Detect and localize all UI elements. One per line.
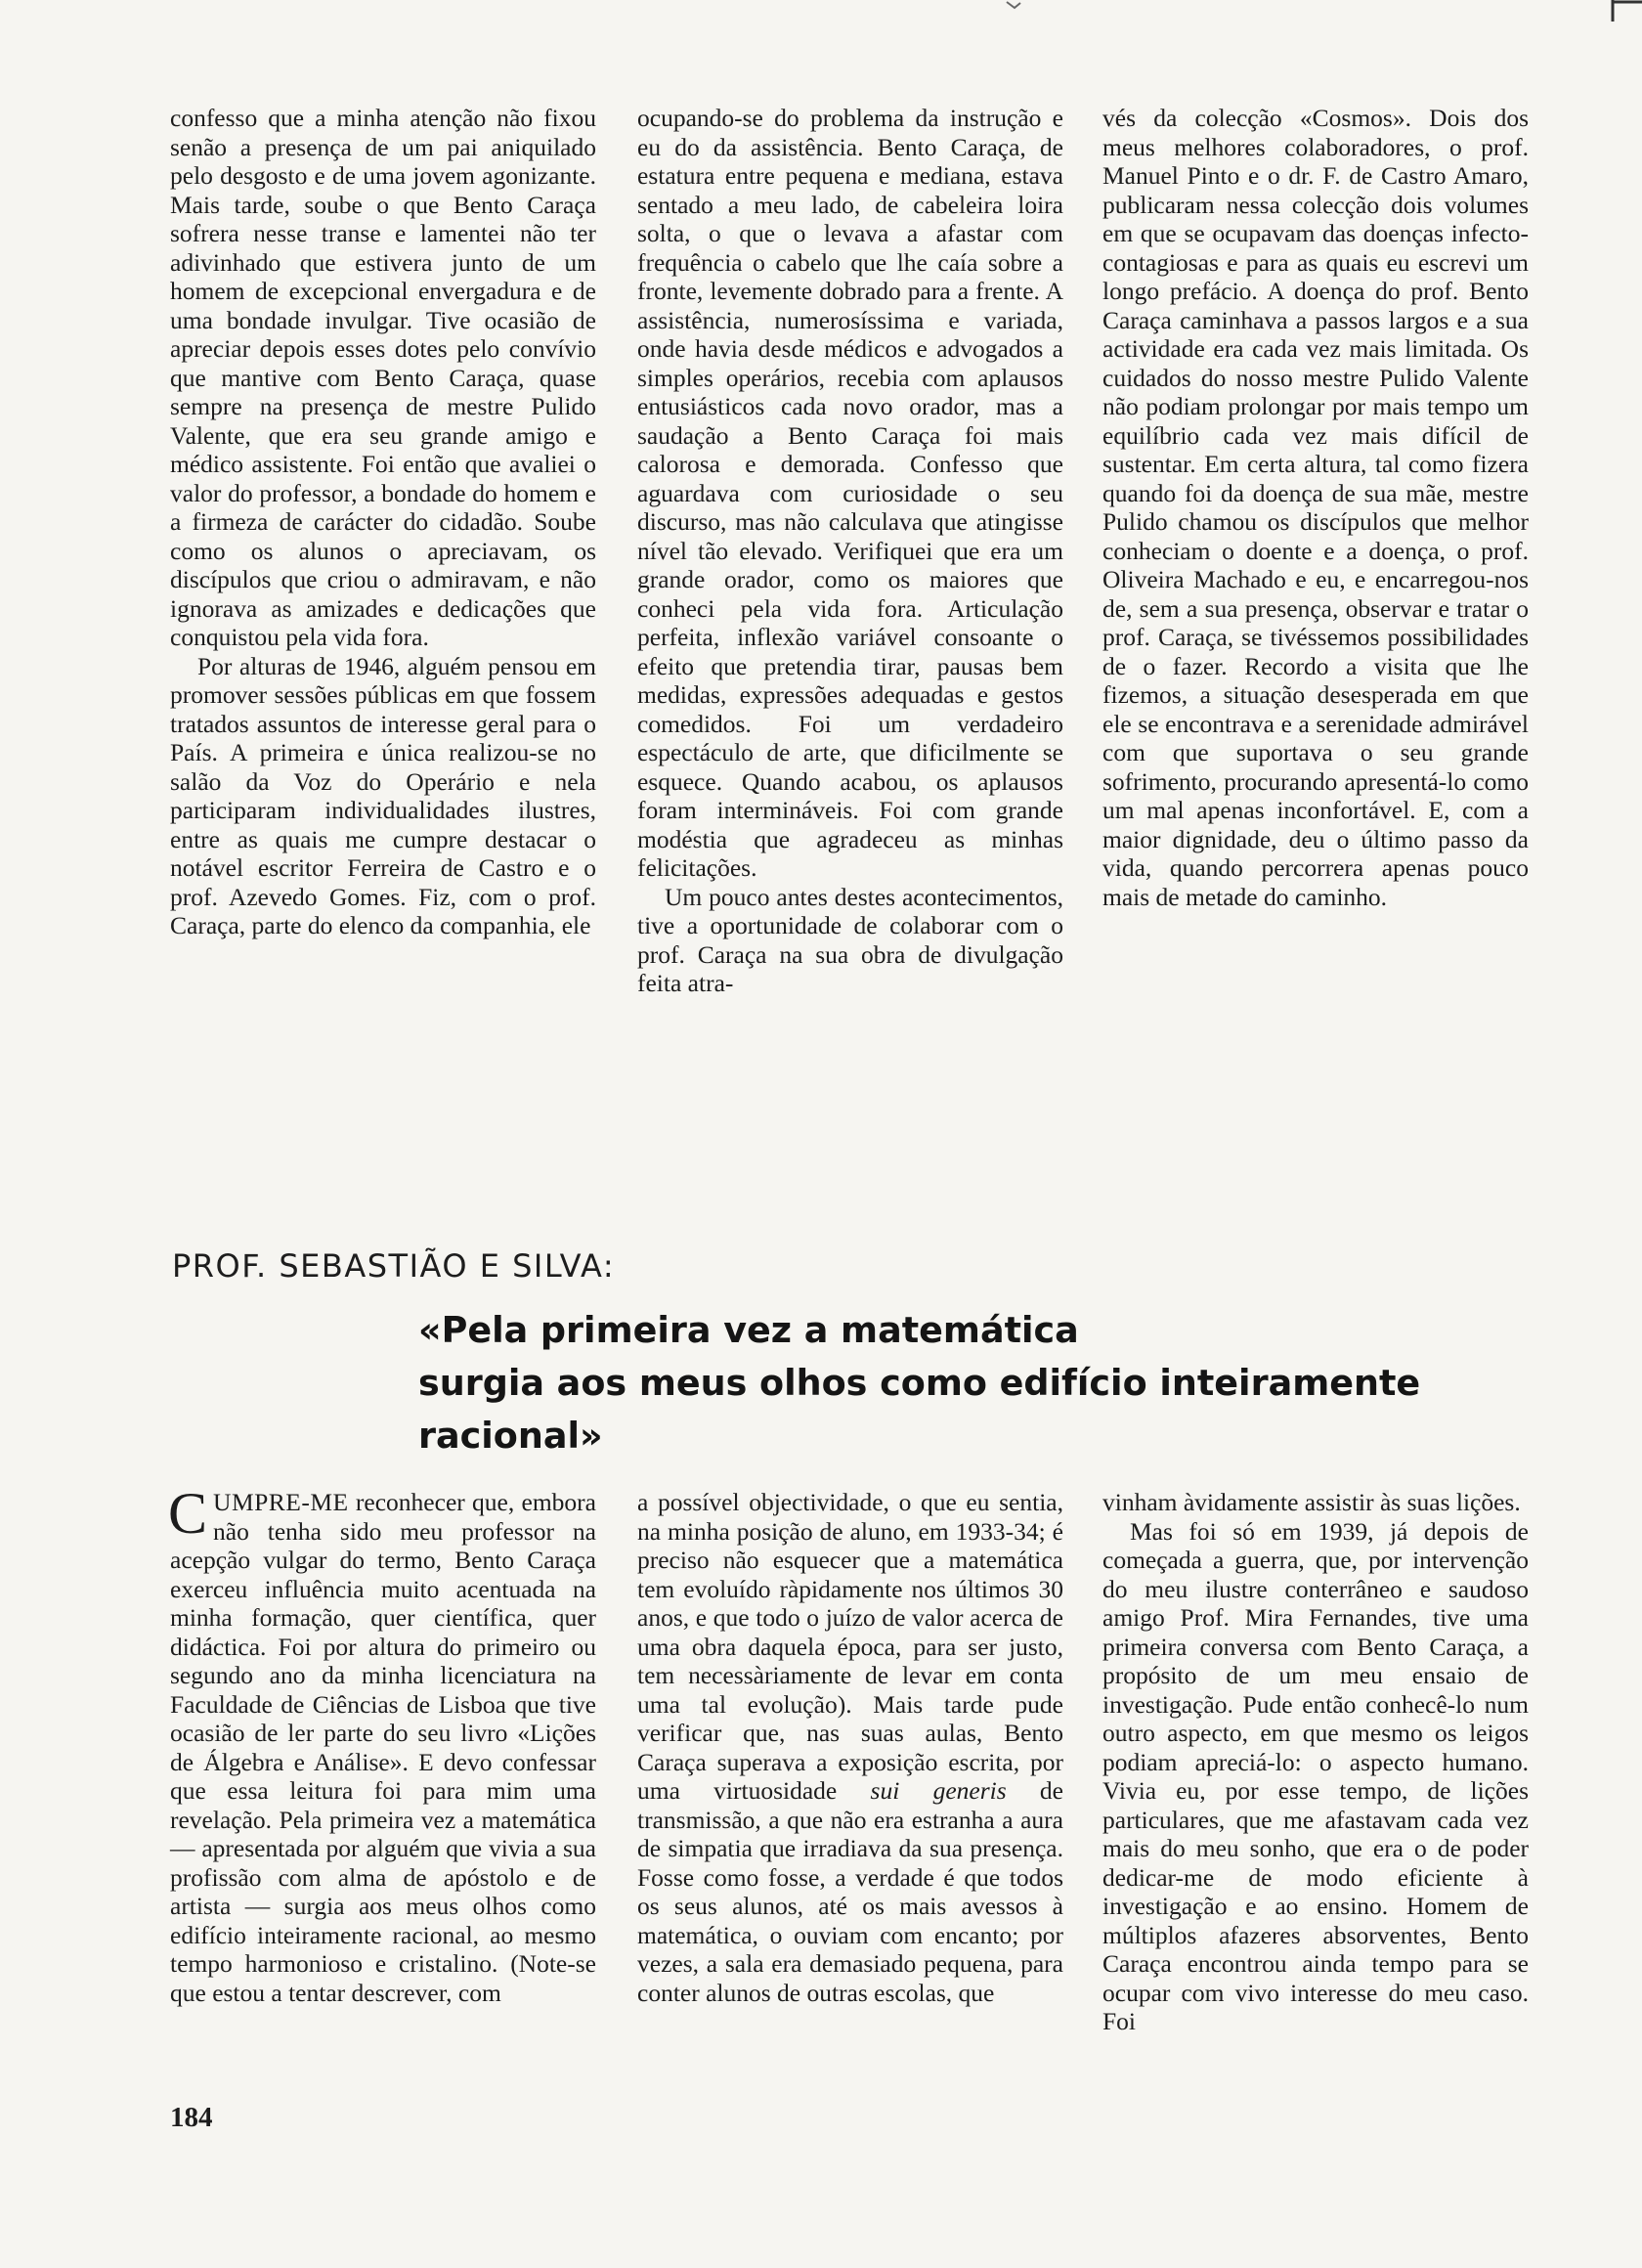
italic-phrase: sui generis <box>870 1776 1007 1805</box>
paragraph-text: reconhecer que, embora não tenha sido meu professor na acepção vulgar do termo, Bento Caraça exerceu influência muito acentuada na minha formação, quer científica, quer didáctica. Foi por altura do primeiro ou segundo ano da minha licenciatura na Faculdade de Ciências de Lisboa que tive ocasião de ler parte do seu livro «Lições de Álgebra e Análise». E devo confessar que essa leitura foi para mim uma revelação. Pela primeira vez a matemática — apresentada por alguém que vivia a sua profissão com alma de apóstolo e de artista — surgia aos meus olhos como edifício inteiramente racional, ao mesmo tempo harmonioso e cristalino. (Note-se que estou a tentar descrever, com <box>170 1488 596 2007</box>
paragraph: Um pouco antes destes acontecimentos, tive a oportunidade de colaborar com o prof. Caraça na sua obra de divulgação feita atra- <box>637 882 1063 997</box>
top-column-2 <box>637 104 1063 998</box>
drop-cap: C <box>168 1481 208 1546</box>
top-column-3 <box>1102 104 1529 911</box>
headline-line-1: «Pela primeira vez a matemática <box>418 1309 1079 1351</box>
paragraph-text: a possível objectividade, o que eu sentia, na minha posição de aluno, em 1933-34; é preciso não esquecer que a matemática tem evoluído ràpidamente nos últimos 30 anos, e que todo o juízo de valor acerca de uma obra daquela época, para ser justo, tem necessàriamente de levar em conta uma tal evolução). Mais tarde pude verificar que, nas suas aulas, Bento Caraça superava a exposição escrita, por uma virtuosidade <box>637 1488 1063 1805</box>
paragraph: confesso que a minha atenção não fixou senão a presença de um pai aniquilado pelo desgosto e de uma jovem agonizante. Mais tarde, soube o que Bento Caraça sofrera nesse transe e lamentei não ter adivinhado que estivera junto de um homem de excepcional envergadura e de uma bondade invulgar. Tive ocasião de apreciar depois esses dotes pelo convívio que mantive com Bento Caraça, quase sempre na presença de mestre Pulido Valente, que era seu grande amigo e médico assistente. Foi então que avaliei o valor do professor, a bondade do homem e a firmeza de carácter do cidadão. Soube como os alunos o apreciavam, os discípulos que criou o admiravam, e não ignorava as amizades e dedicações que conquistou pela vida fora. <box>170 104 596 651</box>
article-headline <box>418 1304 1542 1462</box>
opening-paragraph <box>168 1481 596 2007</box>
bottom-column-1 <box>168 1481 596 2007</box>
paragraph: Mas foi só em 1939, já depois de começada a guerra, que, por intervenção do meu ilustre conterrâneo e saudoso amigo Prof. Mira Fernandes, tive uma primeira conversa com Bento Caraça, a propósito de um meu ensaio de investigação. Pude então conhecê-lo num outro aspecto, em que mesmo os leigos podiam apreciá-lo: o aspecto humano. Vivia eu, por esse tempo, de lições particulares, que me afastavam cada vez mais do meu sonho, que era o de poder dedicar-me de modo eficiente à investigação e ao ensino. Homem de múltiplos afazeres absorventes, Bento Caraça encontrou ainda tempo para se ocupar com vivo interesse do meu caso. Foi <box>1102 1516 1529 2035</box>
paragraph: vés da colecção «Cosmos». Dois dos meus melhores colaboradores, o prof. Manuel Pinto e o dr. F. de Castro Amaro, publicaram nessa colecção dois volumes em que se ocupavam das doenças infecto-contagiosas e para as quais eu escrevi um longo prefácio. A doença do prof. Bento Caraça caminhava a passos largos e a sua actividade era cada vez mais limitada. Os cuidados do nosso mestre Pulido Valente não podiam prolongar por mais tempo um equilíbrio cada vez mais difícil de sustentar. Em certa altura, tal como fizera quando foi da doença de sua mãe, mestre Pulido chamou os discípulos que melhor conheciam o doente e a doença, o prof. Oliveira Machado e eu, e encarregou-nos de, sem a sua presença, observar e tratar o prof. Caraça, se tivéssemos possibilidades de o fazer. Recordo a visita que lhe fizemos, a situação desesperada em que ele se encontrava e a serenidade admirável com que suportava o seu grande sofrimento, procurando apresentá-lo como um mal apenas inconfortável. E, com a maior dignidade, deu o último passo da vida, quando percorrera apenas pouco mais de metade do caminho. <box>1102 104 1529 911</box>
opening-words: UMPRE-ME <box>213 1488 349 1516</box>
bottom-column-2 <box>637 1488 1063 2007</box>
paragraph: ocupando-se do problema da instrução e eu do da assistência. Bento Caraça, de estatura entre pequena e mediana, estava sentado a meu lado, de cabeleira loira solta, o que o levava a afastar com frequência o cabelo que lhe caía sobre a fronte, levemente dobrado para a frente. A assistência, numerosíssima e variada, onde havia desde médicos e advogados a simples operários, recebia com aplausos entusiásticos cada novo orador, mas a saudação a Bento Caraça foi mais calorosa e demorada. Confesso que aguardava com curiosidade o seu discurso, mas não calculava que atingisse nível tão elevado. Verifiquei que era um grande orador, como os maiores que conheci pela vida fora. Articulação perfeita, inflexão variável consoante o efeito que pretendia tirar, pausas bem medidas, expressões adequadas e gestos comedidos. Foi um verdadeiro espectáculo de arte, que dificilmente se esquece. Quando acabou, os aplausos foram intermináveis. Foi com grande modéstia que agradeceu as minhas felicitações. <box>637 104 1063 882</box>
top-column-1 <box>170 104 596 940</box>
paragraph: Por alturas de 1946, alguém pensou em promover sessões públicas em que fossem tratados assuntos de interesse geral para o País. A primeira e única realizou-se no salão da Voz do Operário e nela participaram individualidades ilustres, entre as quais me cumpre destacar o notável escritor Ferreira de Castro e o prof. Azevedo Gomes. Fiz, com o prof. Caraça, parte do elenco da companhia, ele <box>170 651 596 939</box>
paragraph <box>637 1488 1063 2007</box>
headline-line-2: surgia aos meus olhos como edifício inteiramente racional» <box>418 1362 1421 1457</box>
section-heading: PROF. SEBASTIÃO E SILVA: <box>172 1247 616 1285</box>
bottom-column-3 <box>1102 1488 1529 2036</box>
paragraph: vinham àvidamente assistir às suas lições. <box>1102 1488 1521 1516</box>
scan-mark-top-right <box>1603 0 1642 29</box>
page-number: 184 <box>170 2102 213 2133</box>
scan-mark-top-center <box>1005 0 1024 12</box>
paragraph-text: de transmissão, a que não era estranha a aura de simpatia que irradiava da sua presença. Fosse como fosse, a verdade é que todos os seus alunos, até os mais avessos à matemática, o ouviam com encanto; por vezes, a sala era demasiado pequena, para conter alunos de outras escolas, que <box>637 1776 1063 2007</box>
